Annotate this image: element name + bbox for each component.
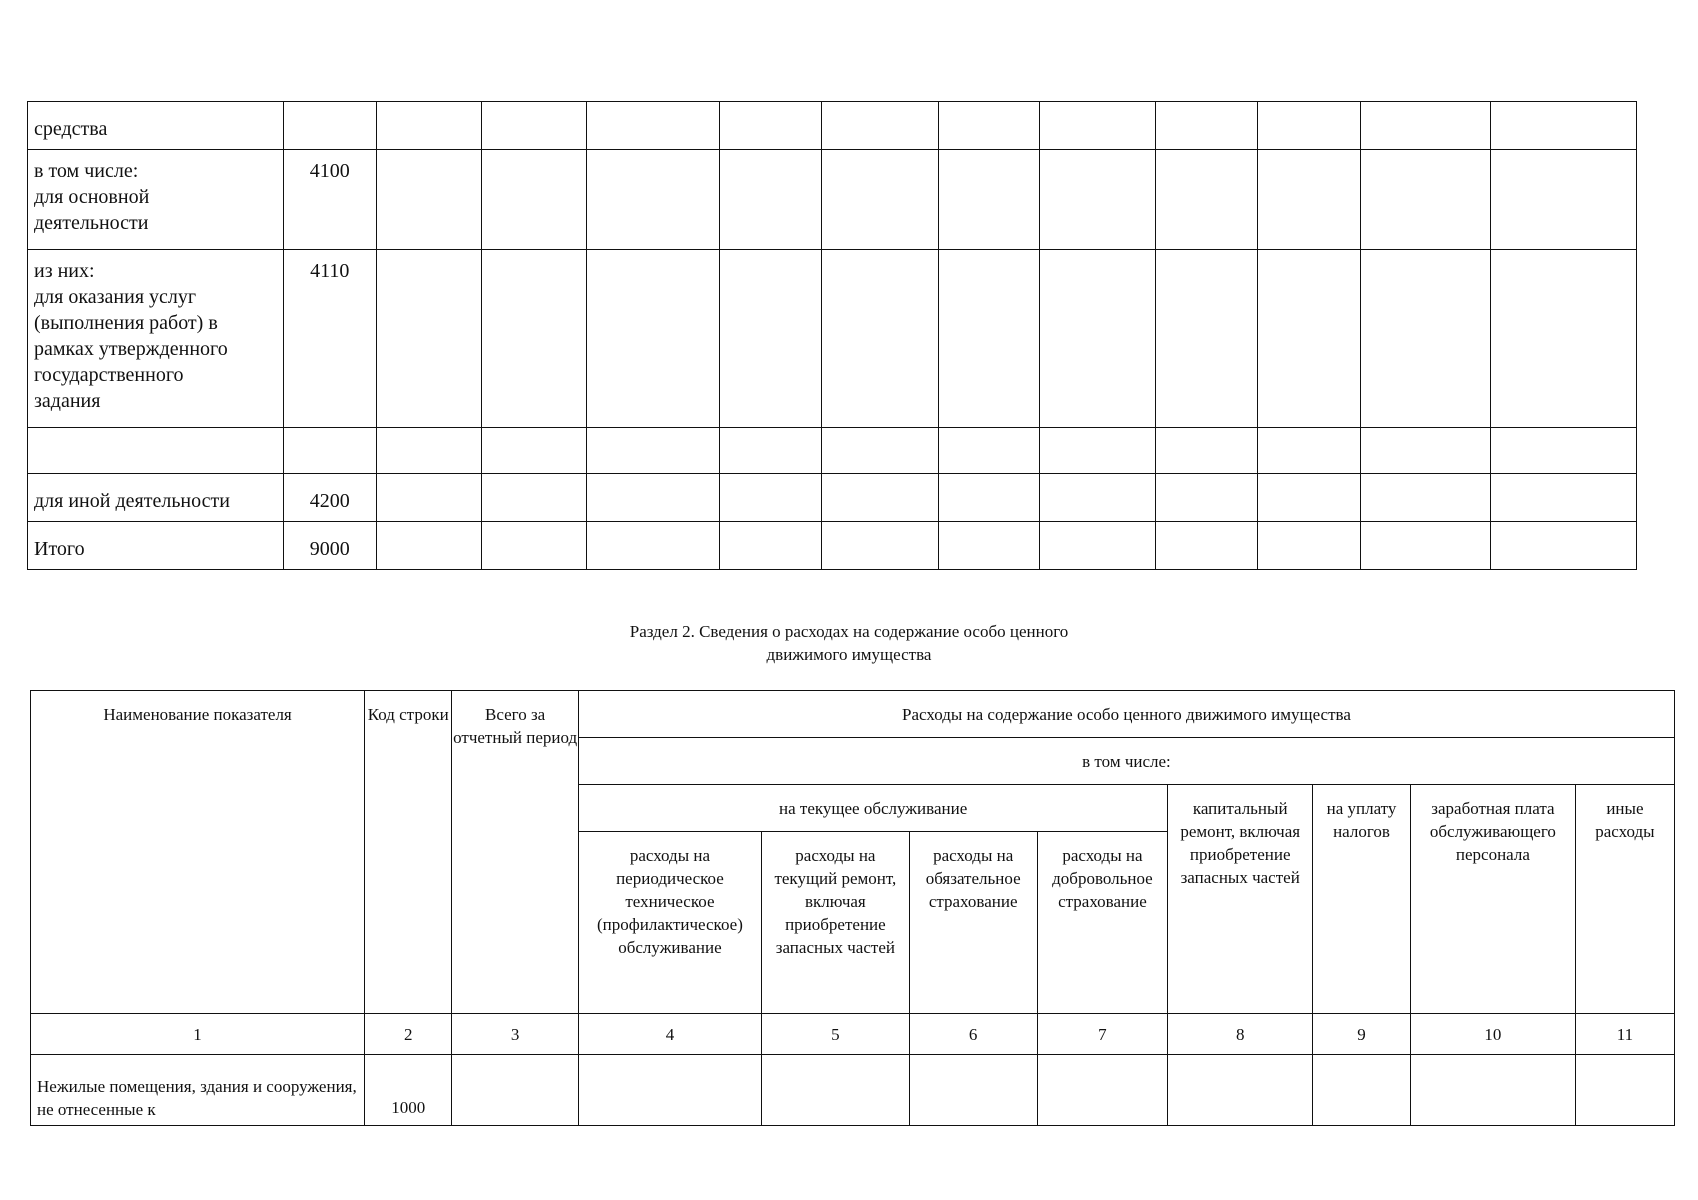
cell-empty bbox=[939, 522, 1040, 570]
cell-empty bbox=[1039, 250, 1155, 428]
cell-empty bbox=[578, 1055, 761, 1126]
cell-empty bbox=[822, 250, 939, 428]
cell-empty bbox=[822, 102, 939, 150]
header-periodic-maintenance: расходы на периодическое техническое (профилактическое) обслуживание bbox=[578, 832, 761, 1014]
section-2-title-line2: движимого имущества bbox=[766, 645, 932, 664]
cell-empty bbox=[481, 474, 586, 522]
header-total: Всего за отчетный период bbox=[452, 691, 579, 1014]
cell-empty bbox=[376, 102, 481, 150]
cell-empty bbox=[939, 150, 1040, 250]
cell-empty bbox=[1257, 522, 1360, 570]
cell-empty bbox=[1490, 150, 1636, 250]
column-number: 10 bbox=[1410, 1014, 1575, 1055]
header-current-maintenance: на текущее обслуживание bbox=[578, 785, 1167, 832]
cell-empty bbox=[1039, 102, 1155, 150]
column-number: 11 bbox=[1575, 1014, 1674, 1055]
cell-empty bbox=[587, 150, 720, 250]
cell-empty bbox=[481, 428, 586, 474]
cell-empty bbox=[1490, 250, 1636, 428]
header-code: Код строки bbox=[365, 691, 452, 1014]
header-main-expenses: Расходы на содержание особо ценного движимого имущества bbox=[578, 691, 1674, 738]
header-other: иные расходы bbox=[1575, 785, 1674, 1014]
cell-empty bbox=[939, 250, 1040, 428]
cell-empty bbox=[1360, 428, 1490, 474]
cell-empty bbox=[481, 102, 586, 150]
cell-empty bbox=[1039, 150, 1155, 250]
cell-empty bbox=[587, 522, 720, 570]
row-code: 9000 bbox=[283, 522, 376, 570]
cell-empty bbox=[720, 250, 822, 428]
row-name: Нежилые помещения, здания и сооружения, не отнесенные к bbox=[31, 1055, 365, 1126]
header-current-repair: расходы на текущий ремонт, включая приобретение запасных частей bbox=[761, 832, 909, 1014]
cell-empty bbox=[720, 102, 822, 150]
cell-empty bbox=[1155, 474, 1257, 522]
cell-empty bbox=[1490, 102, 1636, 150]
header-salary: заработная плата обслуживающего персонала bbox=[1410, 785, 1575, 1014]
row-name: для иной деятельности bbox=[28, 474, 284, 522]
cell-empty bbox=[1155, 428, 1257, 474]
cell-empty bbox=[720, 522, 822, 570]
table-row bbox=[28, 522, 1637, 570]
section-2-title-line1: Раздел 2. Сведения о расходах на содержание особо ценного bbox=[629, 622, 1069, 641]
table-section-1 bbox=[27, 101, 1637, 570]
cell-empty bbox=[822, 150, 939, 250]
cell-empty bbox=[587, 428, 720, 474]
cell-empty bbox=[1257, 250, 1360, 428]
cell-empty bbox=[1575, 1055, 1674, 1126]
row-name: Итого bbox=[28, 522, 284, 570]
table-row bbox=[28, 250, 1637, 428]
cell-empty bbox=[1257, 428, 1360, 474]
cell-empty bbox=[1155, 102, 1257, 150]
cell-empty bbox=[1360, 150, 1490, 250]
cell-empty bbox=[822, 474, 939, 522]
cell-empty bbox=[1257, 474, 1360, 522]
cell-empty bbox=[1037, 1055, 1168, 1126]
table-section-2 bbox=[30, 690, 1675, 1126]
cell-empty bbox=[1490, 428, 1636, 474]
section-2-title bbox=[0, 620, 1698, 666]
cell-empty bbox=[1155, 150, 1257, 250]
row-name bbox=[28, 428, 284, 474]
cell-empty bbox=[587, 102, 720, 150]
cell-empty bbox=[481, 150, 586, 250]
column-number: 9 bbox=[1313, 1014, 1411, 1055]
cell-empty bbox=[587, 250, 720, 428]
cell-empty bbox=[939, 474, 1040, 522]
column-number: 1 bbox=[31, 1014, 365, 1055]
row-name: средства bbox=[28, 102, 284, 150]
cell-empty bbox=[376, 250, 481, 428]
table-row bbox=[28, 150, 1637, 250]
cell-empty bbox=[376, 522, 481, 570]
cell-empty bbox=[376, 474, 481, 522]
row-name: из них: для оказания услуг (выполнения работ) в рамках утвержденного государственного задания bbox=[28, 250, 284, 428]
cell-empty bbox=[376, 150, 481, 250]
cell-empty bbox=[1490, 522, 1636, 570]
cell-empty bbox=[720, 474, 822, 522]
column-number: 4 bbox=[578, 1014, 761, 1055]
column-number: 2 bbox=[365, 1014, 452, 1055]
row-code bbox=[283, 428, 376, 474]
header-capital-repair: капитальный ремонт, включая приобретение запасных частей bbox=[1168, 785, 1313, 1014]
cell-empty bbox=[761, 1055, 909, 1126]
cell-empty bbox=[1490, 474, 1636, 522]
cell-empty bbox=[1360, 102, 1490, 150]
cell-empty bbox=[1360, 250, 1490, 428]
cell-empty bbox=[939, 102, 1040, 150]
row-code: 1000 bbox=[365, 1055, 452, 1126]
table-row bbox=[28, 474, 1637, 522]
cell-empty bbox=[822, 522, 939, 570]
header-mandatory-insurance: расходы на обязательное страхование bbox=[909, 832, 1037, 1014]
cell-empty bbox=[720, 428, 822, 474]
cell-empty bbox=[1168, 1055, 1313, 1126]
row-code bbox=[283, 102, 376, 150]
cell-empty bbox=[939, 428, 1040, 474]
header-taxes: на уплату налогов bbox=[1313, 785, 1411, 1014]
cell-empty bbox=[1313, 1055, 1411, 1126]
column-number: 6 bbox=[909, 1014, 1037, 1055]
header-name: Наименование показателя bbox=[31, 691, 365, 1014]
cell-empty bbox=[909, 1055, 1037, 1126]
table-row bbox=[28, 428, 1637, 474]
row-name: в том числе: для основной деятельности bbox=[28, 150, 284, 250]
cell-empty bbox=[587, 474, 720, 522]
column-number: 8 bbox=[1168, 1014, 1313, 1055]
cell-empty bbox=[1039, 474, 1155, 522]
cell-empty bbox=[1039, 428, 1155, 474]
cell-empty bbox=[452, 1055, 579, 1126]
column-number: 5 bbox=[761, 1014, 909, 1055]
cell-empty bbox=[1410, 1055, 1575, 1126]
cell-empty bbox=[822, 428, 939, 474]
header-voluntary-insurance: расходы на добровольное страхование bbox=[1037, 832, 1168, 1014]
column-number: 7 bbox=[1037, 1014, 1168, 1055]
column-number: 3 bbox=[452, 1014, 579, 1055]
row-code: 4110 bbox=[283, 250, 376, 428]
table-row bbox=[28, 102, 1637, 150]
cell-empty bbox=[1039, 522, 1155, 570]
cell-empty bbox=[1360, 474, 1490, 522]
cell-empty bbox=[1257, 102, 1360, 150]
cell-empty bbox=[481, 250, 586, 428]
cell-empty bbox=[481, 522, 586, 570]
row-code: 4200 bbox=[283, 474, 376, 522]
cell-empty bbox=[1257, 150, 1360, 250]
header-including: в том числе: bbox=[578, 738, 1674, 785]
cell-empty bbox=[376, 428, 481, 474]
row-code: 4100 bbox=[283, 150, 376, 250]
cell-empty bbox=[1360, 522, 1490, 570]
cell-empty bbox=[1155, 250, 1257, 428]
cell-empty bbox=[720, 150, 822, 250]
cell-empty bbox=[1155, 522, 1257, 570]
